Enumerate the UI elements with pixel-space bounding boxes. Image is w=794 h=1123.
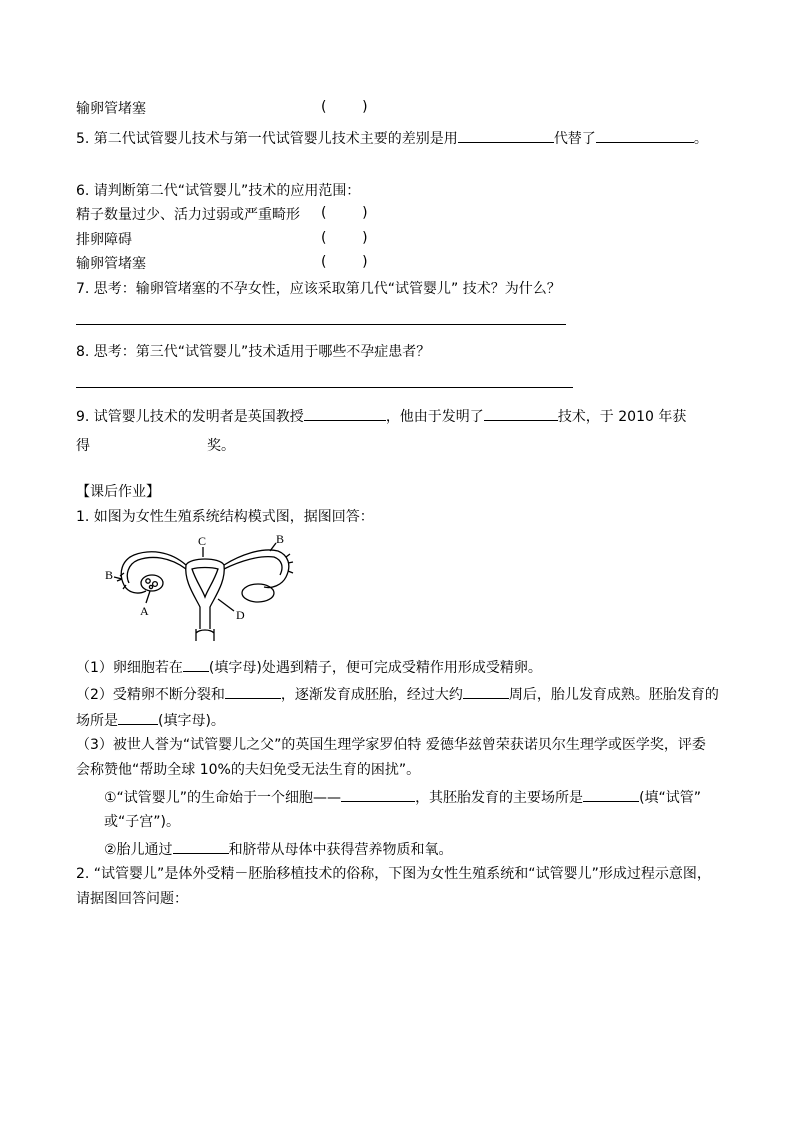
- hw-q1-part-3-i-line-2: 或“子宫”)。: [104, 814, 180, 830]
- q6-option-2: 排卵障碍: [76, 232, 132, 248]
- q9-blank-professor[interactable]: [304, 405, 386, 421]
- hw-p3-ii-blank[interactable]: [173, 838, 229, 854]
- hw-q1-part-1: [76, 656, 542, 678]
- hw-q1-part-3-ii: [104, 838, 453, 860]
- question-6-title: 6. 请判断第二代“试管婴儿”技术的应用范围：: [76, 183, 361, 199]
- hw-q1-part-3-line-2: 会称赞他“帮助全球 10%的夫妇免受无法生育的困扰”。: [76, 762, 421, 778]
- question-5: [76, 127, 708, 149]
- hw-q1-part-2-line-2: [76, 709, 225, 731]
- hw-p1-text-a: （1）卵细胞若在: [76, 660, 183, 676]
- hw-p3-i-blank-2[interactable]: [583, 786, 639, 802]
- q9-line-2-a: 得: [76, 438, 90, 454]
- ovary-right: [242, 584, 274, 602]
- q9-text-c: 技术，于 2010 年获: [557, 409, 687, 425]
- q5-text-b: 代替了: [553, 131, 596, 147]
- hw-p1-text-b: (填字母)处遇到精子，便可完成受精作用形成受精卵。: [208, 660, 542, 676]
- diagram-label-b-left: B: [105, 568, 114, 582]
- hw-p2-blank-3[interactable]: [118, 709, 158, 725]
- hw-p3-i-blank-1[interactable]: [341, 786, 415, 802]
- q9-blank-technique[interactable]: [484, 405, 558, 421]
- q7-answer-line[interactable]: [76, 324, 566, 325]
- q5-text-c: 。: [693, 131, 708, 147]
- female-reproductive-system-diagram: [100, 533, 300, 645]
- question-9: [76, 405, 686, 427]
- hw-p2-text-c: 周后，胎儿发育成熟。胚胎发育的: [508, 687, 719, 703]
- hw-q2-line-1: 2. “试管婴儿”是体外受精－胚胎移植技术的俗称，下图为女性生殖系统和“试管婴儿”形成过程示意图，: [76, 866, 711, 882]
- hw-q1-part-3-line-1: （3）被世人誉为“试管婴儿之父”的英国生理学家罗伯特 爱德华兹曾荣获诺贝尔生理学或医学奖，评委: [76, 737, 706, 753]
- hw-q1-part-3-i: [104, 786, 701, 808]
- hw-p3-ii-text-a: ②胎儿通过: [104, 842, 173, 858]
- q6-option-1: 精子数量过少、活力过弱或严重畸形: [76, 207, 300, 223]
- hw-p3-ii-text-b: 和脐带从母体中获得营养物质和氧。: [228, 842, 453, 858]
- hw-p3-i-text-c: (填“试管”: [639, 790, 702, 806]
- hw-p3-i-text-b: ，其胚胎发育的主要场所是: [415, 790, 584, 806]
- q9-text-b: ，他由于发明了: [385, 409, 484, 425]
- hw-p2-line2-text-a: 场所是: [76, 713, 118, 729]
- hw-p2-text-a: （2）受精卵不断分裂和: [76, 687, 225, 703]
- hw-q1-part-2: [76, 683, 719, 705]
- question-8: 8. 思考：第三代“试管婴儿”技术适用于哪些不孕症患者？: [76, 344, 431, 360]
- q8-answer-line[interactable]: [76, 387, 573, 388]
- answer-paren-1: ( ): [321, 99, 368, 115]
- q6-answer-paren-3: ( ): [321, 254, 368, 270]
- hw-q2-line-2: 请据图回答问题：: [76, 891, 188, 907]
- q9-line-2-b: 奖。: [207, 438, 235, 454]
- hw-p2-line2-text-b: (填字母)。: [158, 713, 225, 729]
- q9-text-a: 9. 试管婴儿技术的发明者是英国教授: [76, 409, 304, 425]
- diagram-label-a: A: [140, 604, 149, 618]
- hw-p2-blank-1[interactable]: [225, 683, 281, 699]
- diagram-label-d: D: [236, 608, 245, 622]
- hw-p2-blank-2[interactable]: [463, 683, 509, 699]
- hw-p2-text-b: ，逐渐发育成胚胎，经过大约: [280, 687, 463, 703]
- q5-blank-2[interactable]: [596, 127, 694, 143]
- option-tube-blockage-1: 输卵管堵塞: [76, 101, 146, 117]
- hw-p3-i-text-a: ①“试管婴儿”的生命始于一个细胞——: [104, 790, 342, 806]
- q6-option-3: 输卵管堵塞: [76, 256, 146, 272]
- question-7: 7. 思考：输卵管堵塞的不孕女性，应该采取第几代“试管婴儿” 技术？为什么？: [76, 281, 561, 297]
- homework-q1-title: 1. 如图为女性生殖系统结构模式图，据图回答：: [76, 509, 374, 525]
- diagram-label-b-right: B: [276, 533, 285, 546]
- q6-answer-paren-2: ( ): [321, 230, 368, 246]
- fallopian-tube-right: [224, 550, 289, 588]
- homework-header: 【课后作业】: [76, 484, 160, 500]
- q6-answer-paren-1: ( ): [321, 205, 368, 221]
- diagram-label-c: C: [198, 534, 207, 548]
- q5-blank-1[interactable]: [458, 127, 554, 143]
- q5-text-a: 5. 第二代试管婴儿技术与第一代试管婴儿技术主要的差别是用: [76, 131, 458, 147]
- hw-p1-blank[interactable]: [183, 656, 209, 672]
